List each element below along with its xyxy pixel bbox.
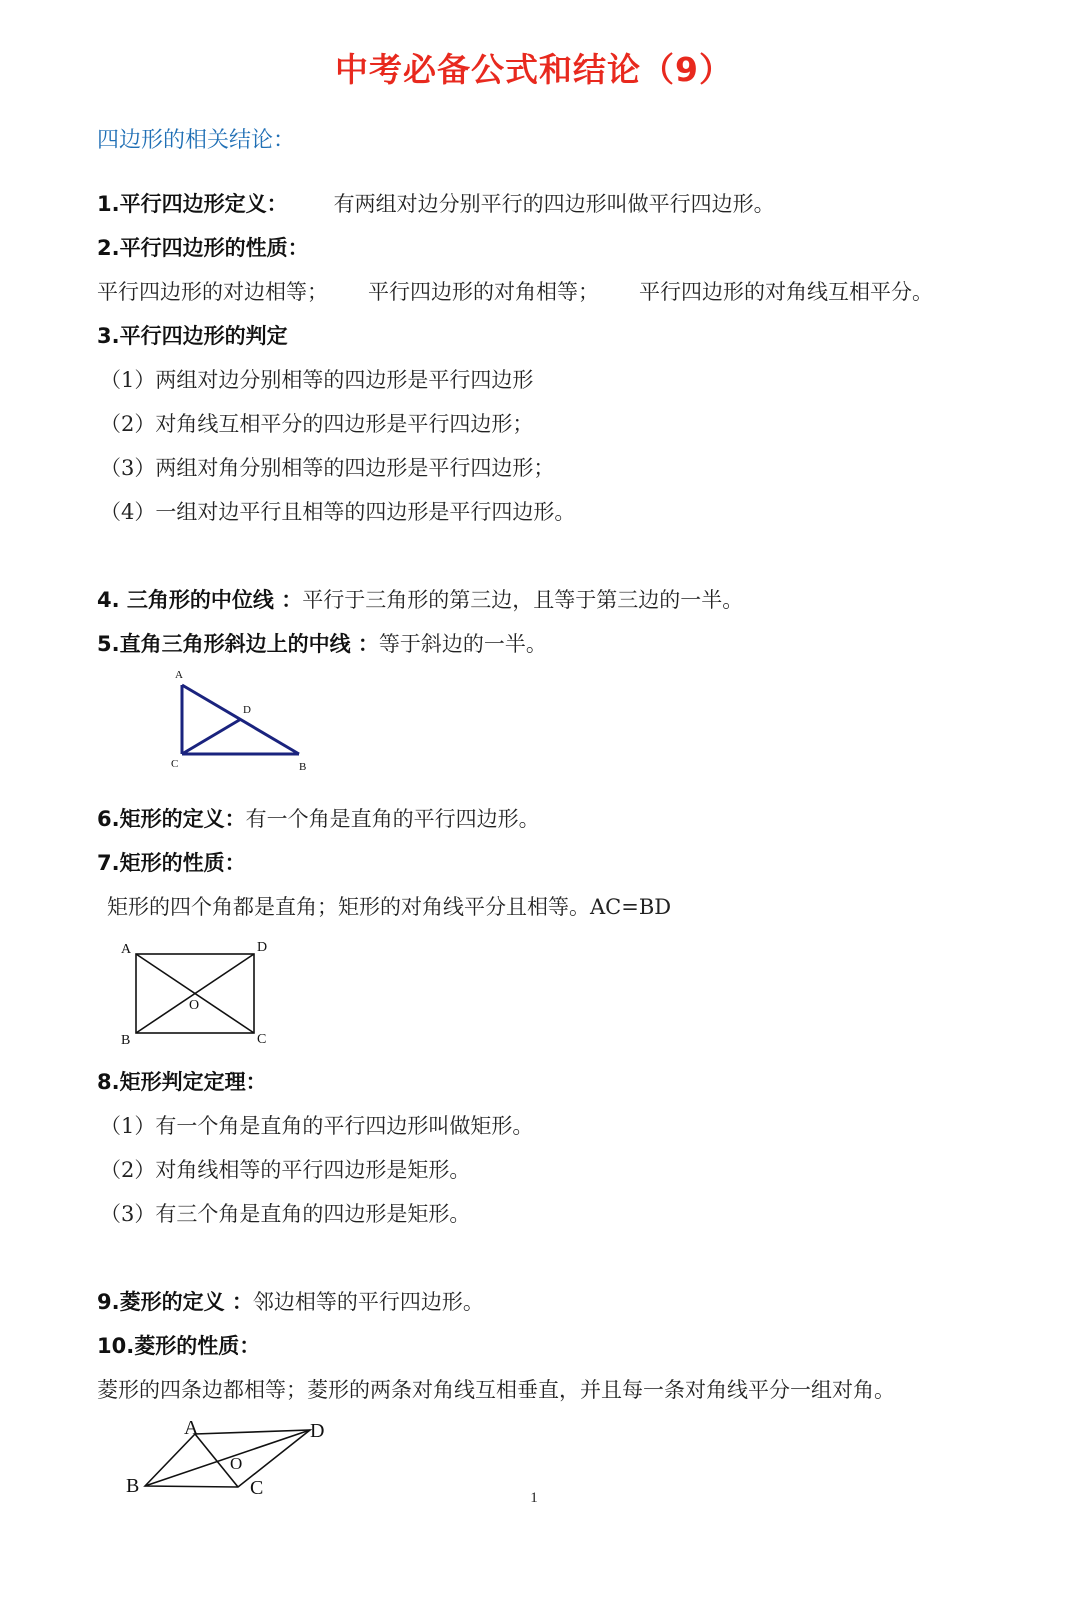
item-3-label: 3.平行四边形的判定 [97, 324, 288, 348]
label-o: O [189, 998, 200, 1013]
label-c: C [171, 758, 179, 770]
right-triangle-figure [165, 665, 315, 775]
label-d: D [257, 940, 268, 955]
item-5-text: 等于斜边的一半。 [378, 632, 547, 656]
item-1 [97, 190, 775, 218]
rhombus-figure [120, 1412, 340, 1502]
item-7-label: 7.矩形的性质： [97, 851, 246, 875]
label-d: D [310, 1420, 325, 1442]
item-9 [97, 1288, 484, 1316]
section-heading: 四边形的相关结论： [97, 128, 296, 153]
rectangle-figure [115, 936, 275, 1051]
rhombus-diagonal-bd [145, 1430, 310, 1486]
list-item: （3）有三个角是直角的四边形是矩形。 [100, 1202, 471, 1226]
item-5-label: 5.直角三角形斜边上的中线 ： [97, 632, 379, 656]
list-item: （2）对角线互相平分的四边形是平行四边形； [100, 412, 534, 436]
item-4 [97, 586, 743, 614]
triangle-median-cd [182, 719, 241, 754]
label-b: B [299, 761, 307, 773]
item-9-text: 邻边相等的平行四边形。 [252, 1290, 484, 1314]
item-2-properties [97, 278, 933, 306]
item-4-label: 4. 三角形的中位线 ： [97, 588, 303, 612]
item-6 [97, 805, 540, 833]
label-d: D [243, 704, 251, 716]
list-item: （2）对角线相等的平行四边形是矩形。 [100, 1158, 471, 1182]
item-10-text: 菱形的四条边都相等；菱形的两条对角线互相垂直，并且每一条对角线平分一组对角。 [97, 1378, 895, 1402]
page-number: 1 [530, 1490, 538, 1506]
list-item: （1）两组对边分别相等的四边形是平行四边形 [100, 368, 534, 392]
list-item: （4）一组对边平行且相等的四边形是平行四边形。 [100, 500, 576, 524]
property-2: 平行四边形的对角相等； [368, 280, 599, 304]
label-a: A [175, 669, 183, 681]
item-9-label: 9.菱形的定义 ： [97, 1290, 253, 1314]
property-1: 平行四边形的对边相等； [97, 280, 328, 304]
label-c: C [257, 1032, 267, 1047]
label-b: B [121, 1033, 131, 1048]
label-a: A [184, 1417, 199, 1439]
item-10-label: 10.菱形的性质： [97, 1334, 261, 1358]
label-c: C [250, 1477, 264, 1499]
item-5 [97, 630, 547, 658]
label-o: O [230, 1454, 243, 1473]
item-1-label: 1.平行四边形定义： [97, 192, 288, 216]
item-1-text: 有两组对边分别平行的四边形叫做平行四边形。 [333, 192, 775, 216]
item-4-text: 平行于三角形的第三边，且等于第三边的一半。 [302, 588, 744, 612]
item-7-text: 矩形的四个角都是直角；矩形的对角线平分且相等。AC=BD [107, 895, 672, 919]
item-2-label: 2.平行四边形的性质： [97, 236, 309, 260]
label-b: B [126, 1475, 140, 1497]
item-6-label: 6.矩形的定义： [97, 807, 246, 831]
label-a: A [121, 942, 132, 957]
property-3: 平行四边形的对角线互相平分。 [639, 280, 933, 304]
list-item: （3）两组对角分别相等的四边形是平行四边形； [100, 456, 555, 480]
item-8-label: 8.矩形判定定理： [97, 1070, 267, 1094]
list-item: （1）有一个角是直角的平行四边形叫做矩形。 [100, 1114, 534, 1138]
page-title: 中考必备公式和结论（9） [335, 50, 733, 89]
item-6-text: 有一个角是直角的平行四边形。 [245, 807, 540, 831]
